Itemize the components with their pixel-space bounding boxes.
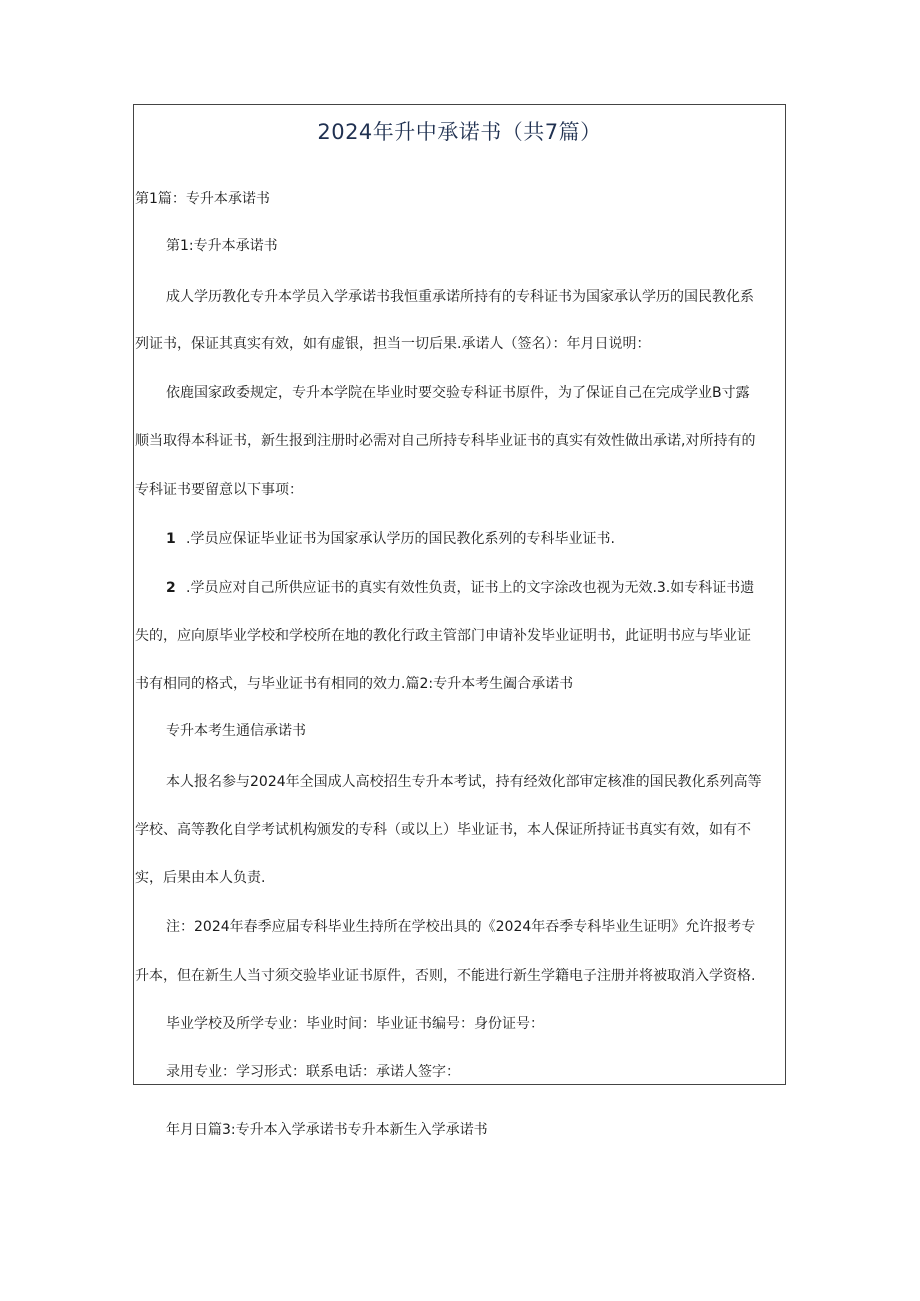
document-title: 2024年升中承诺书（共7篇） [317,120,602,144]
form-field-line: 录用专业：学习形式：联系电话：承诺人签字： [166,1064,460,1080]
list-item-number: 1 [166,531,176,547]
list-item-text: .学员应对自己所供应证书的真实有效性负责，证书上的文字涂改也视为无效.3.如专科证书遗 [186,580,755,596]
paragraph-line: 实，后果由本人负责. [135,870,266,886]
paragraph-line: 学校、高等教化自学考试机构颁发的专科（或以上）毕业证书，本人保证所持证书真实有效，如有不 [135,822,751,838]
paragraph-line: 成人学历教化专升本学员入学承诺书我恒重承诺所持有的专科证书为国家承认学历的国民教化系 [166,289,754,305]
list-item-text: .学员应保证毕业证书为国家承认学历的国民教化系列的专科毕业证书. [186,531,615,547]
paragraph-line: 列证书，保证其真实有效，如有虚银，担当一切后果.承诺人（签名）：年月日说明： [135,336,651,352]
note-line: 升本，但在新生人当寸须交验毕业证书原件，否则，不能进行新生学籍电子注册并将被取消入学资格. [135,968,756,984]
paragraph-line: 专科证书要留意以下事项： [135,482,303,498]
subsection-heading-2: 专升本考生通信承诺书 [166,723,306,739]
list-item [166,578,754,598]
paragraph-line: 本人报名参与2024年全国成人高校招生专升本考试，持有经效化部审定核准的国民教化系列高等 [166,774,762,790]
list-item-number: 2 [166,580,176,596]
paragraph-line: 依鹿国家政委规定，专升本学院在毕业时要交验专科证书原件，为了保证自己在完成学业B寸露 [166,385,750,401]
section-heading-1: 第1篇：专升本承诺书 [135,191,270,207]
paragraph-line: 书有相同的格式，与毕业证书有相同的效力.篇2:专升本考生阖合承诺书 [135,676,574,692]
paragraph-line: 顺当取得本科证书，新生报到注册时必需对自己所持专科毕业证书的真实有效性做出承诺,对所持有的 [135,433,756,449]
note-line: 注：2024年春季应届专科毕业生持所在学校出具的《2024年吞季专科毕业生证明》允许报考专 [166,919,756,935]
paragraph-line: 失的，应向原毕业学校和学校所在地的教化行政主管部门申请补发毕业证明书，此证明书应与毕业证 [135,628,751,644]
subsection-heading-1: 第1:专升本承诺书 [166,238,278,254]
footer-line: 年月日篇3:专升本入学承诺书专升本新生入学承诺书 [166,1122,488,1138]
list-item [166,529,615,549]
form-field-line: 毕业学校及所学专业：毕业时间：毕业证书编号：身份证号： [166,1016,544,1032]
